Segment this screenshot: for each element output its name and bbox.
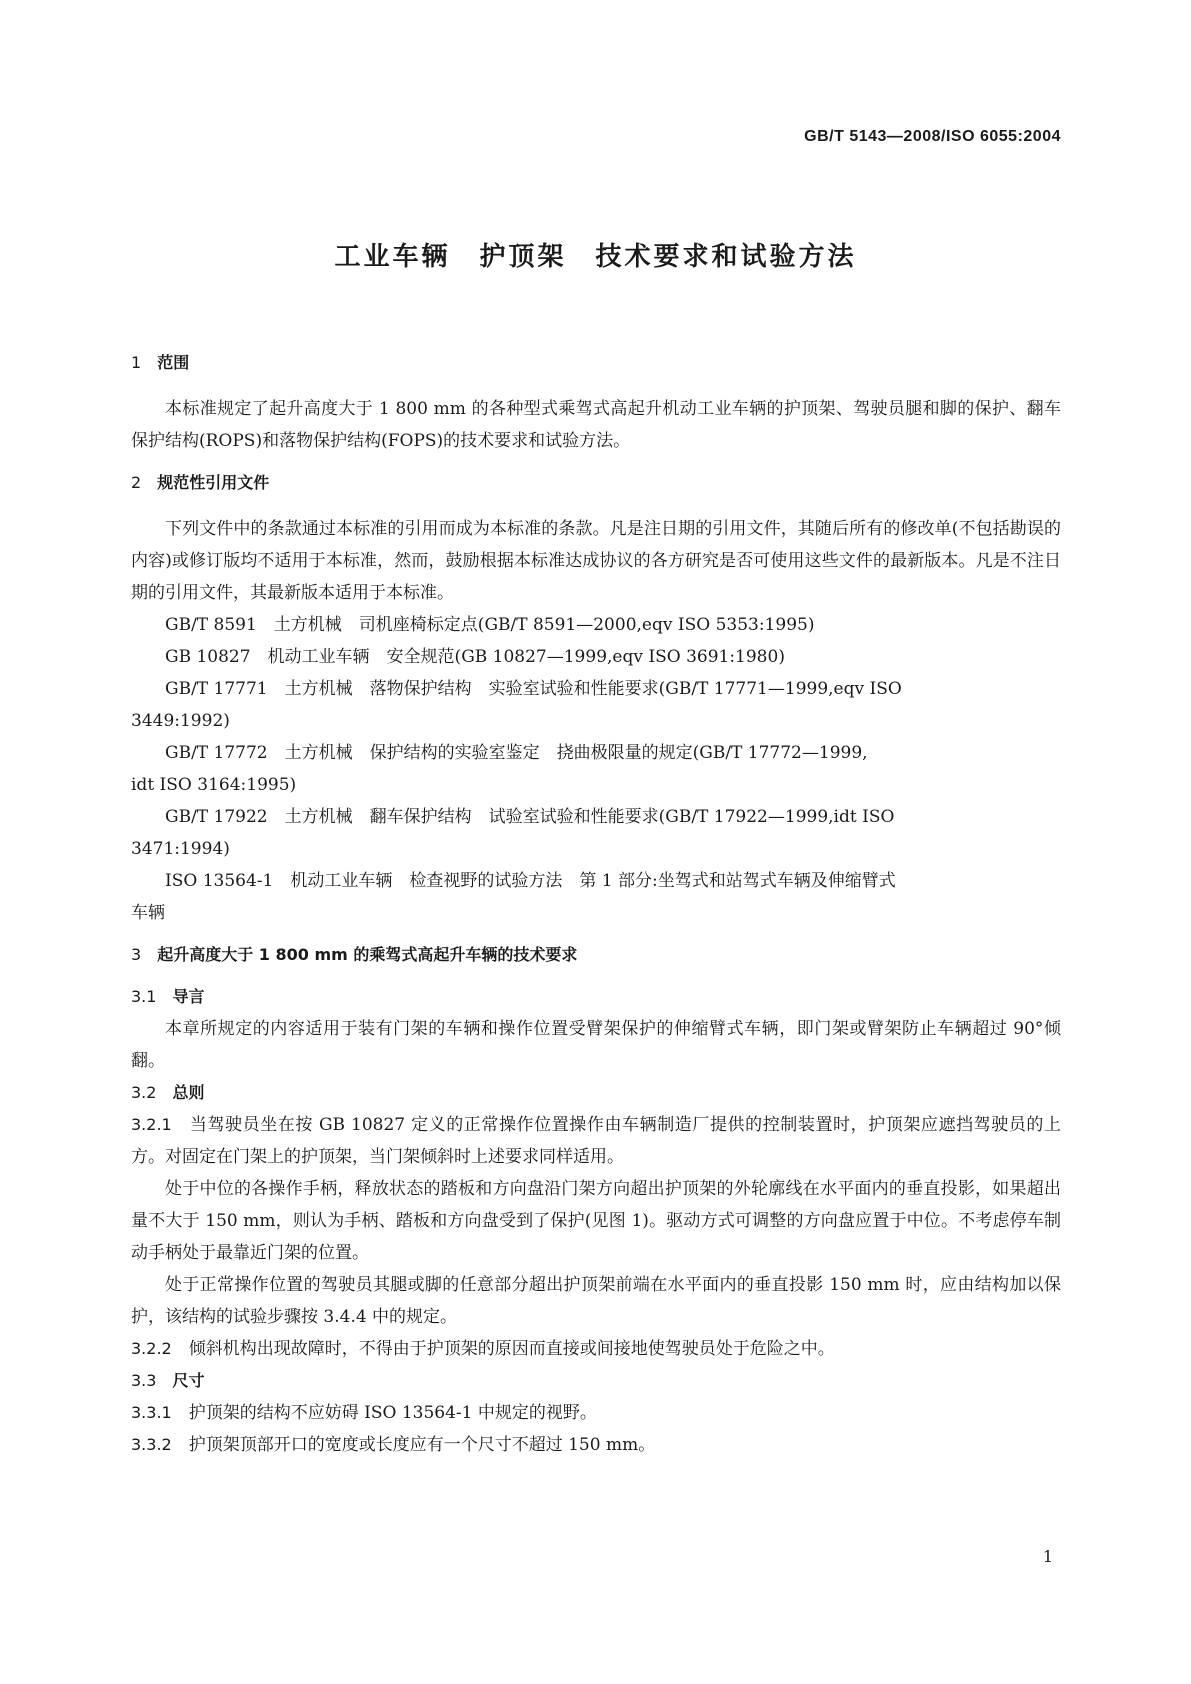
section-number: 2 [131,473,142,492]
clause-text: 倾斜机构出现故障时，不得由于护顶架的原因而直接或间接地使驾驶员处于危险之中。 [188,1339,835,1359]
reference-line-cont: 3471:1994) [131,839,230,859]
section-title: 规范性引用文件 [157,473,270,492]
reference-item [131,609,1061,641]
reference-line: GB 10827 机动工业车辆 安全规范(GB 10827—1999,eqv ISO 3691:1980) [165,647,785,667]
reference-line-cont: 车辆 [131,903,165,923]
paragraph: 下列文件中的条款通过本标准的引用而成为本标准的条款。凡是注日期的引用文件，其随后所有的修改单(不包括勘误的内容)或修订版均不适用于本标准，然而，鼓励根据本标准达成协议的各方研究是否可使用这些文件的最新版本。凡是不注日期的引用文件，其最新版本适用于本标准。 [131,519,1061,603]
clause-text: 护顶架顶部开口的宽度或长度应有一个尺寸不超过 150 mm。 [188,1435,656,1455]
section-title: 起升高度大于 1 800 mm 的乘驾式高起升车辆的技术要求 [157,945,578,964]
clause-text: 当驾驶员坐在按 GB 10827 定义的正常操作位置操作由车辆制造厂提供的控制装置时，护顶架应遮挡驾驶员的上方。对固定在门架上的护顶架，当门架倾斜时上述要求同样适用。 [131,1115,1061,1167]
paragraph: 本章所规定的内容适用于装有门架的车辆和操作位置受臂架保护的伸缩臂式车辆，即门架或臂架防止车辆超过 90°倾翻。 [131,1019,1061,1071]
reference-line-cont: 3449:1992) [131,711,230,731]
reference-line: ISO 13564-1 机动工业车辆 检查视野的试验方法 第 1 部分:坐驾式和站驾式车辆及伸缩臂式 [165,871,896,891]
subsection-number: 3.3 [131,1371,157,1390]
subsection-title: 总则 [172,1083,205,1102]
page-number: 1 [1042,1547,1053,1566]
section-title: 范围 [157,353,190,372]
clause-number: 3.2.2 [131,1339,172,1358]
reference-item [131,865,1061,929]
page-title: 工业车辆 护顶架 技术要求和试验方法 [334,242,857,272]
paragraph: 处于正常操作位置的驾驶员其腿或脚的任意部分超出护顶架前端在水平面内的垂直投影 150 mm 时，应由结构加以保护，该结构的试验步骤按 3.4.4 中的规定。 [131,1275,1061,1327]
clause-number: 3.2.1 [131,1115,172,1134]
clause [131,1397,1061,1429]
subsection-heading [131,981,1061,1013]
reference-item [131,737,1061,801]
reference-line: GB/T 17771 土方机械 落物保护结构 实验室试验和性能要求(GB/T 17771—1999,eqv ISO [165,679,902,699]
section-number: 1 [131,353,142,372]
section-number: 3 [131,945,142,964]
reference-item [131,673,1061,737]
document-body [131,347,1061,1461]
reference-item [131,801,1061,865]
reference-line: GB/T 17922 土方机械 翻车保护结构 试验室试验和性能要求(GB/T 17922—1999,idt ISO [165,807,895,827]
reference-item [131,641,1061,673]
standard-code: GB/T 5143—2008/ISO 6055:2004 [804,128,1061,145]
subsection-title: 导言 [172,987,205,1006]
clause-number: 3.3.1 [131,1403,172,1422]
paragraph: 本标准规定了起升高度大于 1 800 mm 的各种型式乘驾式高起升机动工业车辆的护顶架、驾驶员腿和脚的保护、翻车保护结构(ROPS)和落物保护结构(FOPS)的技术要求和试验方法。 [131,399,1061,451]
subsection-title: 尺寸 [172,1371,205,1390]
clause [131,1429,1061,1461]
subsection-number: 3.1 [131,987,157,1006]
clause-number: 3.3.2 [131,1435,172,1454]
section-heading [131,347,1061,379]
section-heading [131,467,1061,499]
reference-line-cont: idt ISO 3164:1995) [131,775,297,795]
subsection-heading [131,1365,1061,1397]
subsection-heading [131,1077,1061,1109]
paragraph: 处于中位的各操作手柄，释放状态的踏板和方向盘沿门架方向超出护顶架的外轮廓线在水平面内的垂直投影，如果超出量不大于 150 mm，则认为手柄、踏板和方向盘受到了保护(见图 1)。驱动方式可调整的方向盘应置于中位。不考虑停车制动手柄处于最靠近门架的位置。 [131,1179,1061,1263]
clause [131,1333,1061,1365]
clause-text: 护顶架的结构不应妨碍 ISO 13564-1 中规定的视野。 [188,1403,597,1423]
reference-line: GB/T 8591 土方机械 司机座椅标定点(GB/T 8591—2000,eqv ISO 5353:1995) [165,615,815,635]
subsection-number: 3.2 [131,1083,157,1102]
clause [131,1109,1061,1173]
reference-line: GB/T 17772 土方机械 保护结构的实验室鉴定 挠曲极限量的规定(GB/T 17772—1999, [165,743,868,763]
section-heading [131,939,1061,971]
